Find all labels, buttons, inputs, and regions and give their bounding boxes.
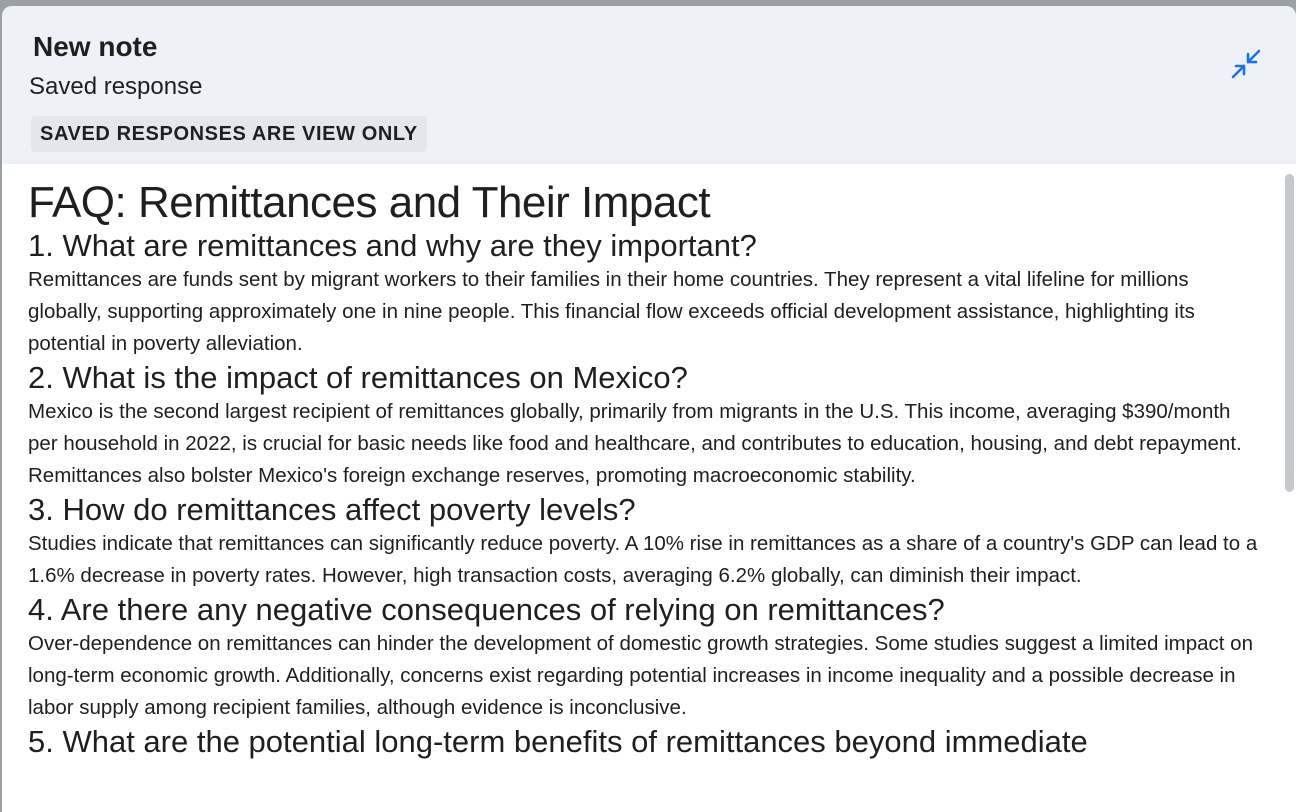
faq-question: 3. How do remittances affect poverty levels?	[28, 492, 636, 527]
faq-question: 5. What are the potential long-term benefits of remittances beyond immediate	[28, 724, 1088, 759]
note-subtitle: Saved response	[29, 73, 203, 100]
note-document	[28, 178, 1258, 760]
faq-answer: Mexico is the second largest recipient of remittances globally, primarily from migrants in the U.S. This income, averaging $390/month per household in 2022, is crucial for basic needs like food and healthcare, and contributes to education, housing, and debt repayment. Remittances also bolster Mexico's foreign exchange reserves, promoting macroeconomic stability.	[28, 400, 1242, 487]
vertical-scrollbar[interactable]	[1282, 164, 1296, 812]
note-heading: FAQ: Remittances and Their Impact	[28, 178, 711, 227]
note-title: New note	[33, 31, 158, 62]
note-panel	[2, 6, 1296, 812]
faq-question: 1. What are remittances and why are they important?	[28, 228, 757, 263]
faq-answer: Studies indicate that remittances can significantly reduce poverty. A 10% rise in remittances as a share of a country's GDP can lead to a 1.6% decrease in poverty rates. However, high transaction costs, averaging 6.2% globally, can diminish their impact.	[28, 532, 1258, 587]
view-only-badge: SAVED RESPONSES ARE VIEW ONLY	[31, 116, 427, 152]
faq-question: 4. Are there any negative consequences of relying on remittances?	[28, 592, 945, 627]
note-content[interactable]	[2, 164, 1296, 812]
collapse-button[interactable]	[1224, 42, 1268, 86]
faq-answer: Over-dependence on remittances can hinder the development of domestic growth strategies. Some studies suggest a limited impact on long-term economic growth. Additionally, concerns exist regarding potential increases in income inequality and a possible decrease in labor supply among recipient families, although evidence is inconclusive.	[28, 632, 1253, 719]
collapse-arrows-icon	[1229, 47, 1263, 81]
note-header	[2, 6, 1296, 164]
faq-question: 2. What is the impact of remittances on Mexico?	[28, 360, 688, 395]
faq-answer: Remittances are funds sent by migrant workers to their families in their home countries. They represent a vital lifeline for millions globally, supporting approximately one in nine people. This financial flow exceeds official development assistance, highlighting its potential in poverty alleviation.	[28, 268, 1195, 355]
scrollbar-thumb[interactable]	[1285, 174, 1294, 492]
